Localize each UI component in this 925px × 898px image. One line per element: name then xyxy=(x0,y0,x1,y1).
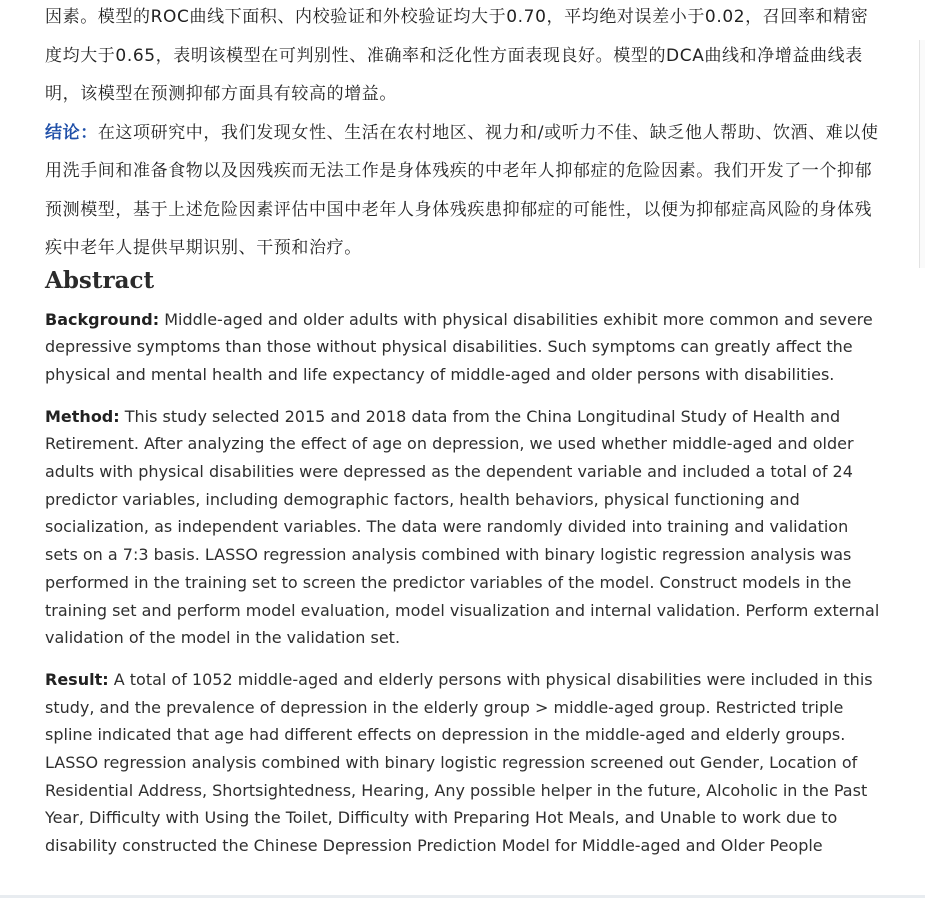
method-label: Method: xyxy=(45,406,120,426)
method-text: This study selected 2015 and 2018 data from the China Longitudinal Study of Health and Retirement. After analyzing the effect of age on depression, we used whether middle-aged and older adults with physical disabilities were depressed as the dependent variable and included a total of 24 predictor variables, including demographic factors, health behaviors, physical functioning and socialization, as independent variables. The data were randomly divided into training and validation sets on a 7:3 basis. LASSO regression analysis combined with binary logistic regression analysis was performed in the training set to screen the predictor variables of the model. Construct models in the training set and perform model evaluation, model visualization and internal validation. Perform external validation of the model in the validation set. xyxy=(45,406,880,648)
zh-conclusion-paragraph xyxy=(45,114,885,268)
zh-conclusion-label: 结论： xyxy=(45,122,98,143)
side-scrollbar[interactable] xyxy=(919,40,925,268)
background-paragraph xyxy=(45,306,885,389)
abstract-heading: Abstract xyxy=(45,266,155,294)
result-paragraph xyxy=(45,666,885,860)
zh-conclusion-text: 在这项研究中，我们发现女性、生活在农村地区、视力和/或听力不佳、缺乏他人帮助、饮酒、难以使用洗手间和准备食物以及因残疾而无法工作是身体残疾的中老年人抑郁症的危险因素。我们开发了一个抑郁预测模型，基于上述危险因素评估中国中老年人身体残疾患抑郁症的可能性，以便为抑郁症高风险的身体残疾中老年人提供早期识别、干预和治疗。 xyxy=(45,122,879,258)
background-text: Middle-aged and older adults with physical disabilities exhibit more common and severe depressive symptoms than those without physical disabilities. Such symptoms can greatly affect the physical and mental health and life expectancy of middle-aged and older persons with disabilities. xyxy=(45,309,873,384)
result-text: A total of 1052 middle-aged and elderly persons with physical disabilities were included in this study, and the prevalence of depression in the elderly group > middle-aged group. Restricted triple spline indicated that age had different effects on depression in the middle-aged and elderly groups. LASSO regression analysis combined with binary logistic regression screened out Gender, Location of Residential Address, Shortsightedness, Hearing, Any possible helper in the future, Alcoholic in the Past Year, Difficulty with Using the Toilet, Difficulty with Preparing Hot Meals, and Unable to work due to disability constructed the Chinese Depression Prediction Model for Middle-aged and Older People xyxy=(45,669,873,856)
background-label: Background: xyxy=(45,309,160,329)
article-content xyxy=(45,0,885,874)
method-paragraph xyxy=(45,403,885,652)
zh-result-text: 因素。模型的ROC曲线下面积、内校验证和外校验证均大于0.70，平均绝对误差小于0.02，召回率和精密度均大于0.65，表明该模型在可判别性、准确率和泛化性方面表现良好。模型的DCA曲线和净增益曲线表明，该模型在预测抑郁方面具有较高的增益。 xyxy=(45,7,869,104)
result-label: Result: xyxy=(45,669,109,689)
zh-result-paragraph xyxy=(45,0,885,114)
